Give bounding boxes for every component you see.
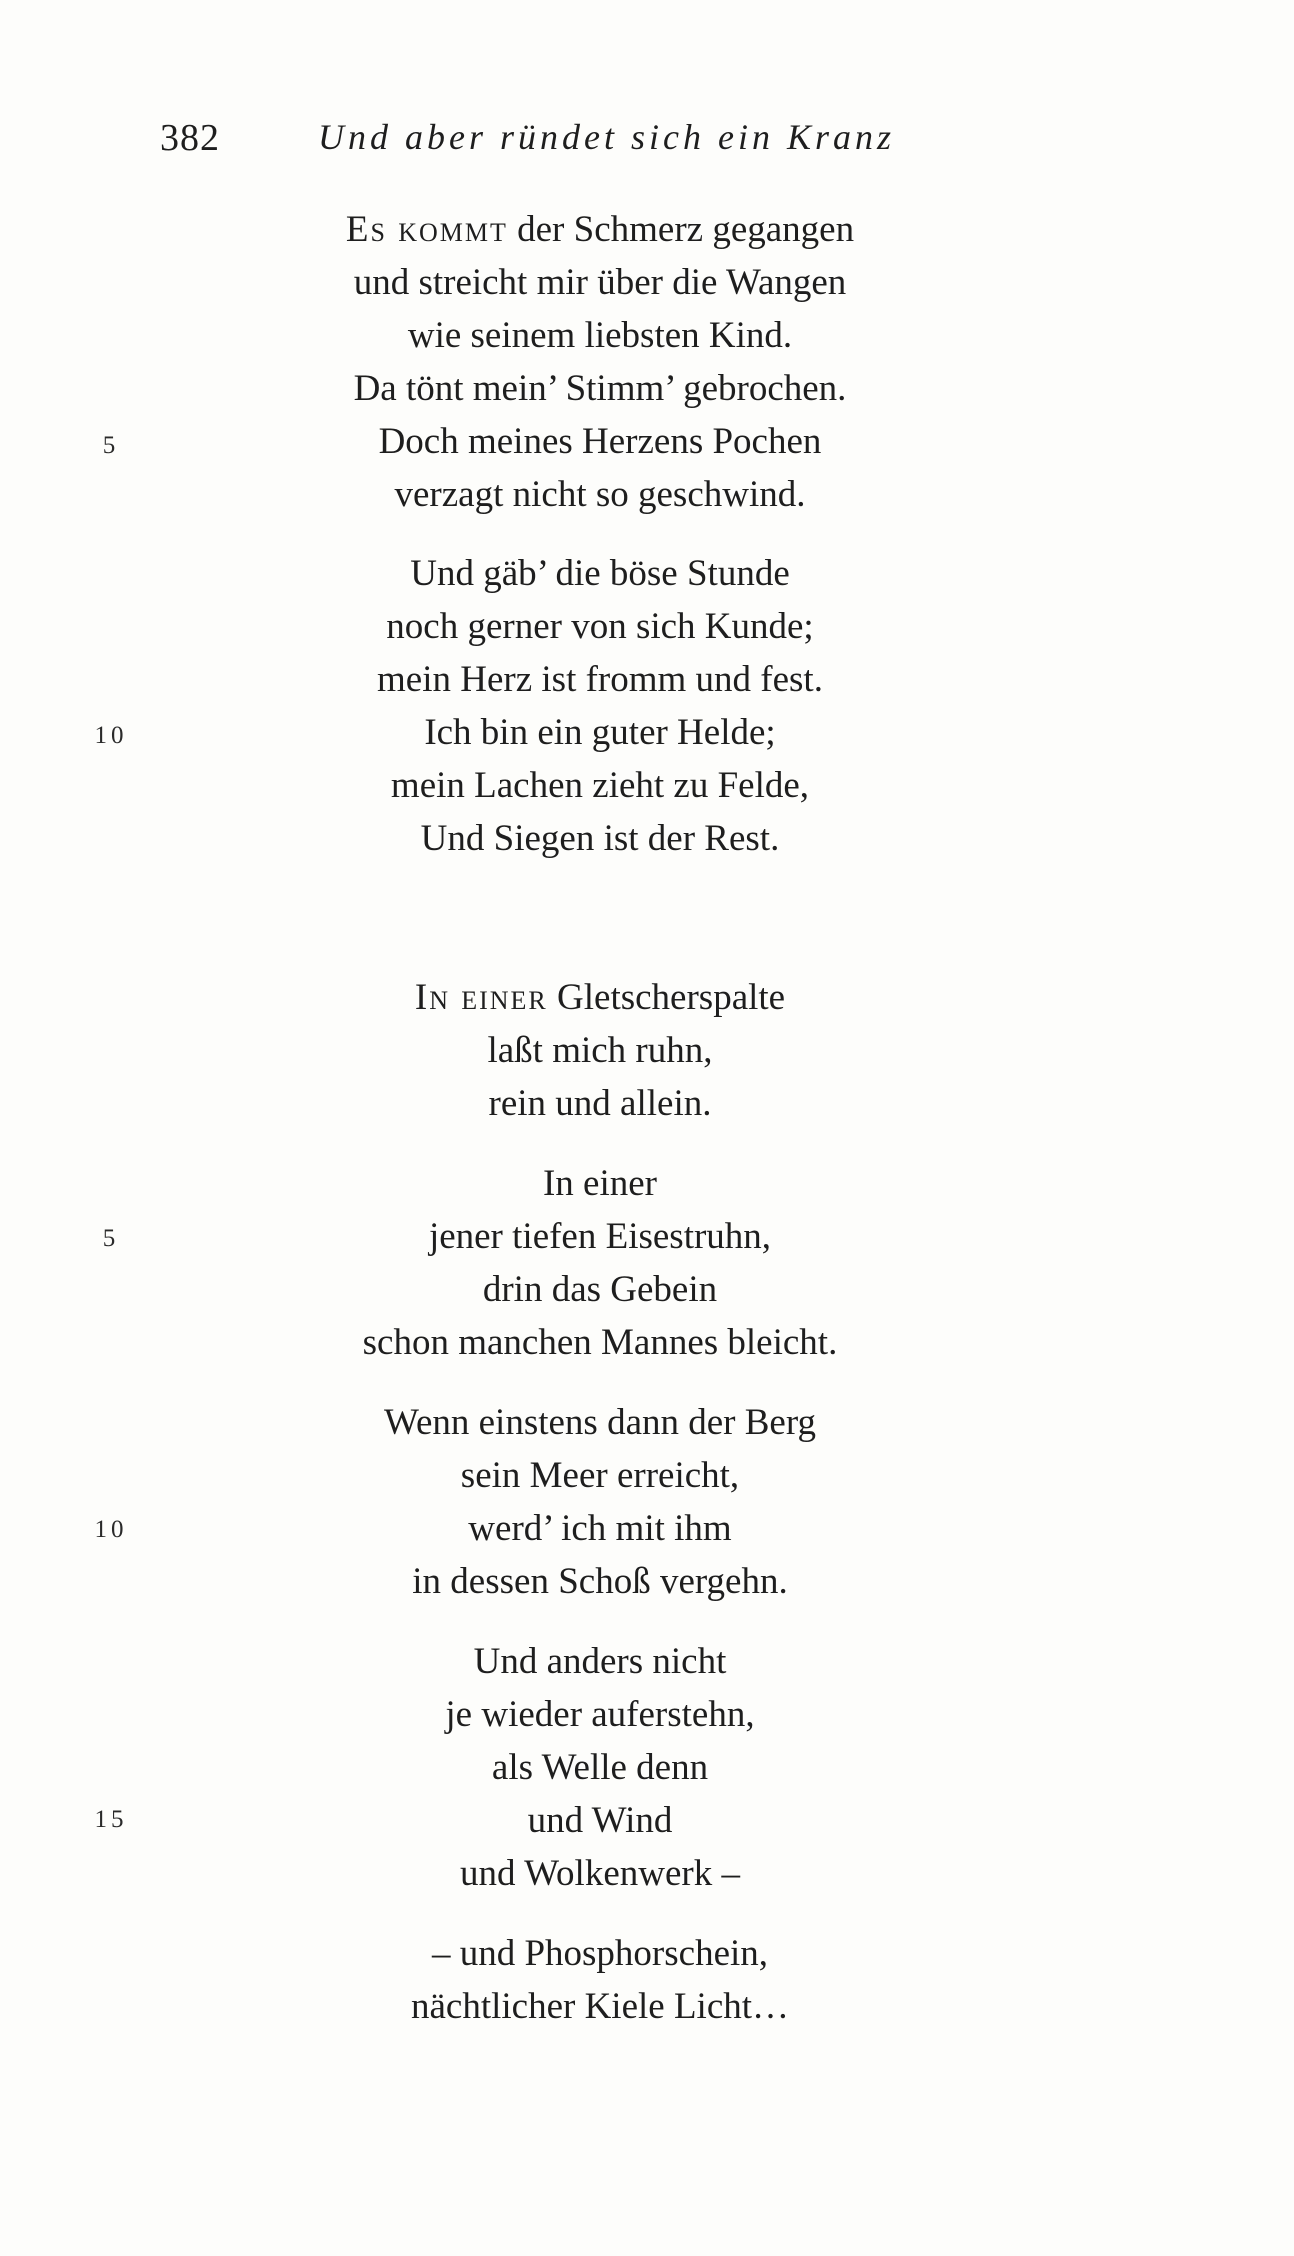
poem-line: Ich bin ein guter Helde; <box>424 712 776 753</box>
poem-line: Doch meines Herzens Pochen <box>378 421 822 462</box>
poem-line: – und Phosphorschein, <box>431 1933 769 1974</box>
poem-line: verzagt nicht so geschwind. <box>394 474 806 515</box>
poem-opening-rest: Gletscherspalte <box>547 977 786 1018</box>
line-number: 5 <box>102 1225 120 1252</box>
poem-line: Und anders nicht <box>473 1641 727 1682</box>
poem-line: drin das Gebein <box>482 1269 718 1310</box>
poem-line: mein Lachen zieht zu Felde, <box>390 765 810 806</box>
poem-line <box>0 204 1200 256</box>
poem-line: noch gerner von sich Kunde; <box>386 606 814 647</box>
poem-line: und streicht mir über die Wangen <box>353 262 847 303</box>
poem-line: rein und allein. <box>488 1083 712 1124</box>
poem-line: Wenn einstens dann der Berg <box>383 1402 816 1443</box>
running-title: Und aber ründet sich ein Kranz <box>318 117 895 157</box>
line-number: 10 <box>94 1516 128 1543</box>
poem-line <box>0 972 1200 1024</box>
poem-line: werd’ ich mit ihm <box>468 1508 732 1549</box>
poem-line: und Wind <box>527 1800 673 1841</box>
poem-line: jener tiefen Eisestruhn, <box>428 1216 772 1257</box>
poem-line: je wieder auferstehn, <box>445 1694 755 1735</box>
line-number: 5 <box>102 432 120 459</box>
page-number: 382 <box>160 117 220 159</box>
poem-line: schon manchen Mannes bleicht. <box>362 1322 838 1363</box>
poem-line: Und gäb’ die böse Stunde <box>410 553 790 594</box>
poem-line: wie seinem liebsten Kind. <box>407 315 793 356</box>
poem-opening-words: Es kommt <box>345 209 508 250</box>
poem-line: Da tönt mein’ Stimm’ gebrochen. <box>353 368 847 409</box>
poem-line: Und Siegen ist der Rest. <box>420 818 780 859</box>
poem-line: mein Herz ist fromm und fest. <box>377 659 823 700</box>
poem-line: und Wolkenwerk – <box>460 1853 740 1894</box>
poem-opening-words: In einer <box>414 977 548 1018</box>
line-number: 15 <box>94 1806 128 1833</box>
poem-line: In einer <box>542 1163 658 1204</box>
poem-line: nächtlicher Kiele Licht… <box>410 1986 790 2027</box>
poem-line: als Welle denn <box>491 1747 709 1788</box>
line-number: 10 <box>94 722 128 749</box>
poem-line: sein Meer erreicht, <box>460 1455 740 1496</box>
poem-line: in dessen Schoß vergehn. <box>412 1561 788 1602</box>
poem-opening-rest: der Schmerz gegangen <box>507 209 855 250</box>
poem-line: laßt mich ruhn, <box>487 1030 713 1071</box>
